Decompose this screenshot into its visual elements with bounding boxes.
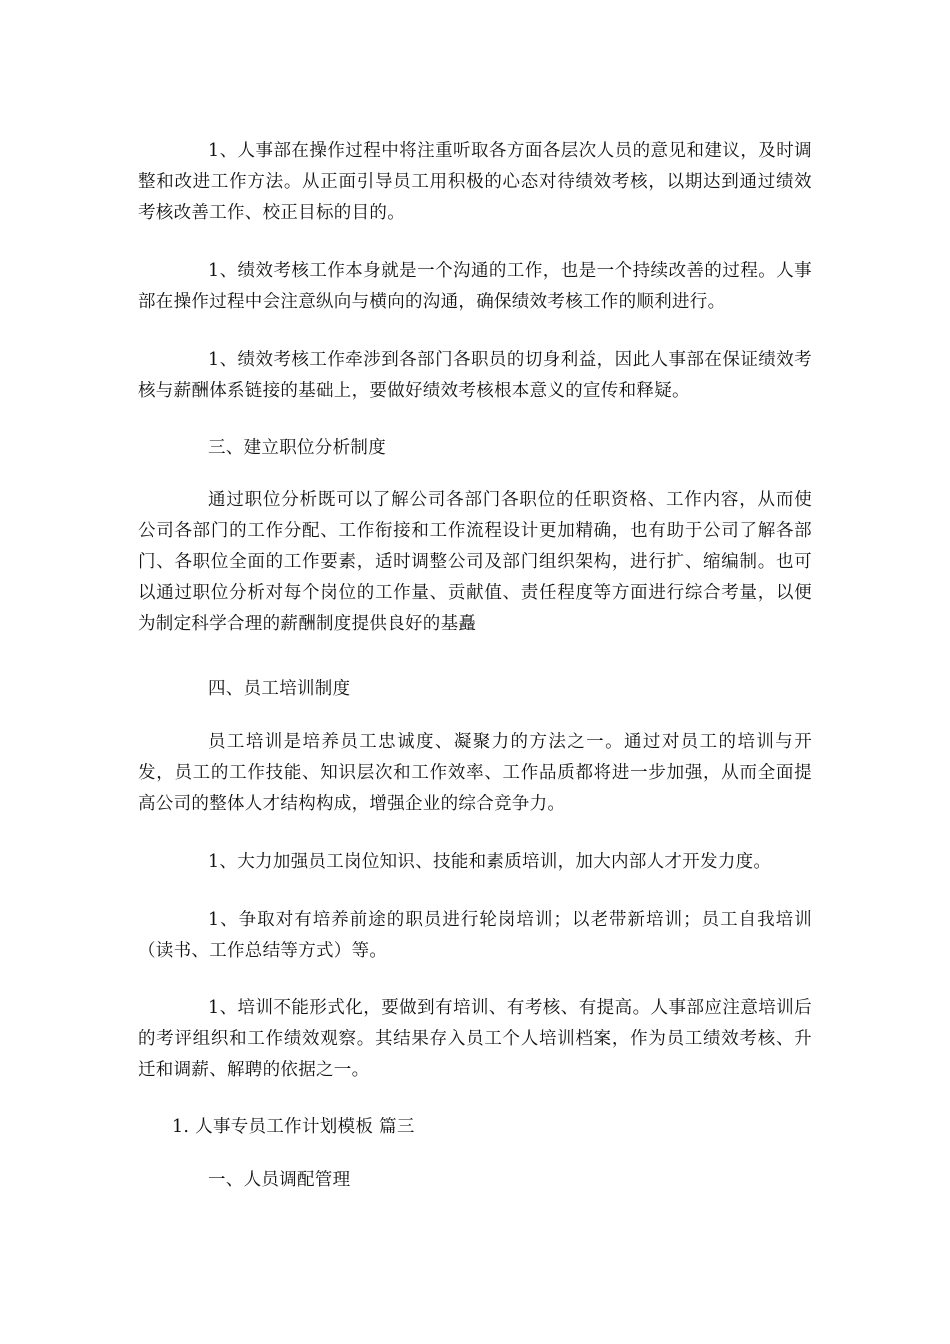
paragraph-training-item-3: 1、培训不能形式化，要做到有培训、有考核、有提高。人事部应注意培训后的考评组织和工作绩效观察。其结果存入员工个人培训档案，作为员工绩效考核、升迁和调薪、解聘的依据之一。 (138, 998, 812, 1080)
section-heading-training: 四、员工培训制度 (208, 679, 351, 699)
section-title-plan-3: 1. 人事专员工作计划模板 篇三 (172, 1117, 415, 1137)
paragraph-training-item-2: 1、争取对有培养前途的职员进行轮岗培训；以老带新培训；员工自我培训（读书、工作总结等方式）等。 (138, 910, 812, 961)
paragraph-training: 员工培训是培养员工忠诚度、凝聚力的方法之一。通过对员工的培训与开发，员工的工作技能、知识层次和工作效率、工作品质都将进一步加强，从而全面提高公司的整体人才结构构成，增强企业的综合竞争力。 (138, 732, 812, 814)
paragraph-feedback: 1、人事部在操作过程中将注重听取各方面各层次人员的意见和建议，及时调整和改进工作方法。从正面引导员工用积极的心态对待绩效考核，以期达到通过绩效考核改善工作、校正目标的目的。 (138, 141, 812, 223)
paragraph-communication: 1、绩效考核工作本身就是一个沟通的工作，也是一个持续改善的过程。人事部在操作过程中会注意纵向与横向的沟通，确保绩效考核工作的顺利进行。 (138, 261, 812, 312)
section-heading-job-analysis: 三、建立职位分析制度 (208, 438, 386, 458)
section-heading-staff-allocation: 一、人员调配管理 (208, 1170, 351, 1190)
paragraph-job-analysis: 通过职位分析既可以了解公司各部门各职位的任职资格、工作内容，从而使公司各部门的工作分配、工作衔接和工作流程设计更加精确，也有助于公司了解各部门、各职位全面的工作要素，适时调整公司及部门组织架构，进行扩、缩编制。也可以通过职位分析对每个岗位的工作量、贡献值、责任程度等方面进行综合考量，以便为制定科学合理的薪酬制度提供良好的基矗 (138, 490, 812, 634)
paragraph-interests: 1、绩效考核工作牵涉到各部门各职员的切身利益，因此人事部在保证绩效考核与薪酬体系链接的基础上，要做好绩效考核根本意义的宣传和释疑。 (138, 350, 812, 401)
paragraph-training-item-1: 1、大力加强员工岗位知识、技能和素质培训，加大内部人才开发力度。 (208, 852, 772, 872)
